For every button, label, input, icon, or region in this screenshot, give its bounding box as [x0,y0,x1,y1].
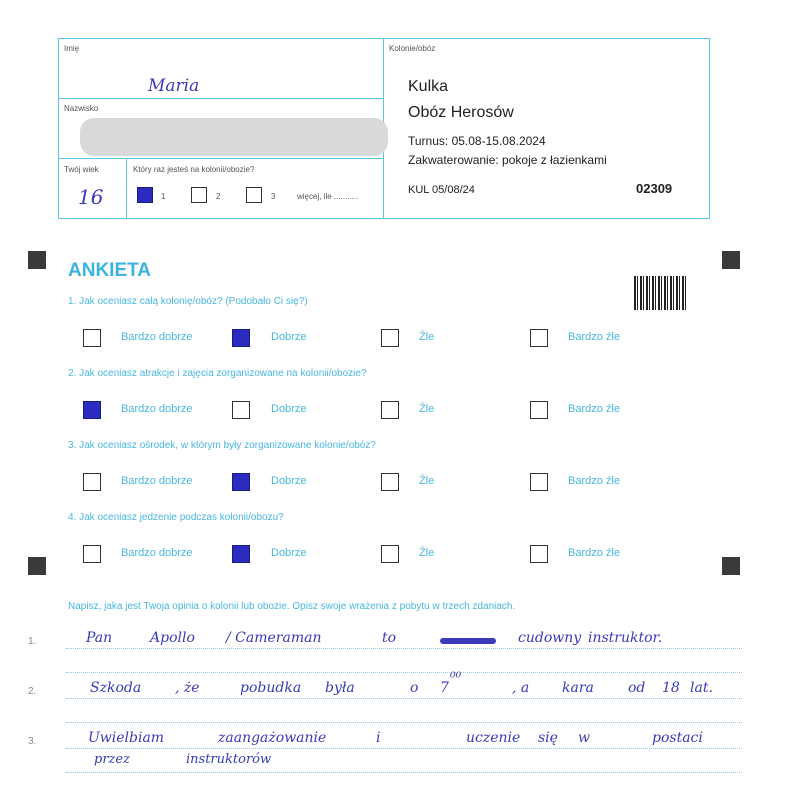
option-3-label: 3 [271,192,276,201]
question-2-option-3-checkbox[interactable] [381,401,399,419]
answer-1-word: Pan [86,630,113,646]
question-1-option-4-checkbox[interactable] [530,329,548,347]
answer-3-word: Uwielbiam [88,730,165,746]
question-4-option-2-checkbox[interactable] [232,545,250,563]
answer-1-word: / Cameraman [226,630,322,646]
answer-2-word: kara [562,680,594,696]
answer-1-word: cudowny [518,630,582,646]
option-1-label: 1 [161,192,166,201]
question-4-option-3-label: Źle [419,547,435,559]
question-4-option-4-label: Bardzo źle [568,547,620,559]
turnus: Turnus: 05.08-15.08.2024 [408,134,546,148]
question-2-option-1-label: Bardzo dobrze [121,403,193,415]
question-1-option-3-checkbox[interactable] [381,329,399,347]
form-number: 02309 [636,181,673,196]
answer-2-word: o [410,680,419,696]
camp-code: KUL 05/08/24 [408,184,475,196]
answer-3-word: zaangażowanie [218,730,327,746]
opinion-prompt: Napisz, jaka jest Twoja opinia o kolonii lub obozie. Opisz swoje wrażenia z pobytu w trzech zdaniach. [68,601,516,612]
answer-3-word: postaci [652,730,703,746]
crossed-out-word [440,638,496,644]
option-2-checkbox[interactable] [191,187,207,203]
question-4-option-2-label: Dobrze [271,547,307,559]
ktory-raz-label: Który raz jesteś na kolonii/obozie? [133,165,255,174]
question-3-option-2-checkbox[interactable] [232,473,250,491]
zakwaterowanie: Zakwaterowanie: pokoje z łazienkami [408,153,607,167]
question-4-option-3-checkbox[interactable] [381,545,399,563]
camp-name: Kulka [408,78,449,95]
question-3-option-1-checkbox[interactable] [83,473,101,491]
answer-1-number: 1. [28,636,37,647]
answer-3-word: w [578,730,590,746]
answer-line [66,722,742,723]
answer-3-word: uczenie [466,730,521,746]
question-3-text: 3. Jak oceniasz ośrodek, w którym były zorganizowane kolonie/obóz? [68,440,376,451]
option-1-checkbox[interactable] [137,187,153,203]
corner-marker [28,251,46,269]
question-1-option-3-label: Źle [419,331,435,343]
wiecej-label: więcej, ile ........... [297,192,359,201]
question-4-option-1-label: Bardzo dobrze [121,547,193,559]
corner-marker [28,557,46,575]
question-1-option-2-label: Dobrze [271,331,307,343]
imie-value: Maria [148,76,200,96]
barcode-icon [634,276,688,310]
question-2-option-2-label: Dobrze [271,403,307,415]
answer-2-word: była [325,680,355,696]
question-3-option-4-label: Bardzo źle [568,475,620,487]
option-2-label: 2 [216,192,221,201]
answer-2-word: 7 [440,680,449,696]
nazwisko-label: Nazwisko [64,104,99,113]
corner-marker [722,557,740,575]
answer-line [66,672,742,673]
question-3-option-4-checkbox[interactable] [530,473,548,491]
page-title: ANKIETA [68,260,152,281]
question-1-option-1-checkbox[interactable] [83,329,101,347]
question-4-text: 4. Jak oceniasz jedzenie podczas kolonii/obozu? [68,512,284,523]
answer-2-word: , że [175,680,200,696]
question-3-option-3-label: Źle [419,475,435,487]
question-2-option-4-checkbox[interactable] [530,401,548,419]
answer-line [66,648,742,649]
question-3-option-1-label: Bardzo dobrze [121,475,193,487]
answer-2-word: , a [512,680,530,696]
question-2-text: 2. Jak oceniasz atrakcje i zajęcia zorganizowane na kolonii/obozie? [68,368,367,379]
question-1-text: 1. Jak oceniasz całą kolonię/obóz? (Podobało Ci się?) [68,296,308,307]
answer-2-word: od [628,680,646,696]
camp-subtitle: Obóz Herosów [408,104,514,121]
question-2-option-2-checkbox[interactable] [232,401,250,419]
answer-3-word: i [376,730,381,746]
option-3-checkbox[interactable] [246,187,262,203]
question-3-option-2-label: Dobrze [271,475,307,487]
redacted-surname [80,118,388,156]
question-1-option-2-checkbox[interactable] [232,329,250,347]
answer-2-word: lat. [690,680,713,696]
answer-line [66,698,742,699]
answer-2-number: 2. [28,686,37,697]
wiek-value: 16 [78,185,104,209]
answer-1-word: instruktor. [588,630,663,646]
question-1-option-4-label: Bardzo źle [568,331,620,343]
question-3-option-3-checkbox[interactable] [381,473,399,491]
question-4-option-1-checkbox[interactable] [83,545,101,563]
imie-label: Imię [64,44,80,53]
answer-1-word: Apollo [150,630,195,646]
answer-3-word: przez [94,752,130,767]
answer-line [66,748,742,749]
answer-line [66,772,742,773]
answer-2-word: Szkoda [90,680,142,696]
kolonie-label: Kolonie/obóz [389,44,436,53]
question-1-option-1-label: Bardzo dobrze [121,331,193,343]
question-2-option-1-checkbox[interactable] [83,401,101,419]
answer-3-word: instruktorów [186,752,272,767]
answer-1-word: to [382,630,397,646]
question-4-option-4-checkbox[interactable] [530,545,548,563]
wiek-label: Twój wiek [64,165,99,174]
answer-2-word: ⁰⁰ [450,670,462,686]
answer-3-number: 3. [28,736,37,747]
corner-marker [722,251,740,269]
answer-2-word: 18 [662,680,680,696]
answer-2-word: pobudka [240,680,302,696]
answer-3-word: się [538,730,558,746]
question-2-option-3-label: Źle [419,403,435,415]
question-2-option-4-label: Bardzo źle [568,403,620,415]
